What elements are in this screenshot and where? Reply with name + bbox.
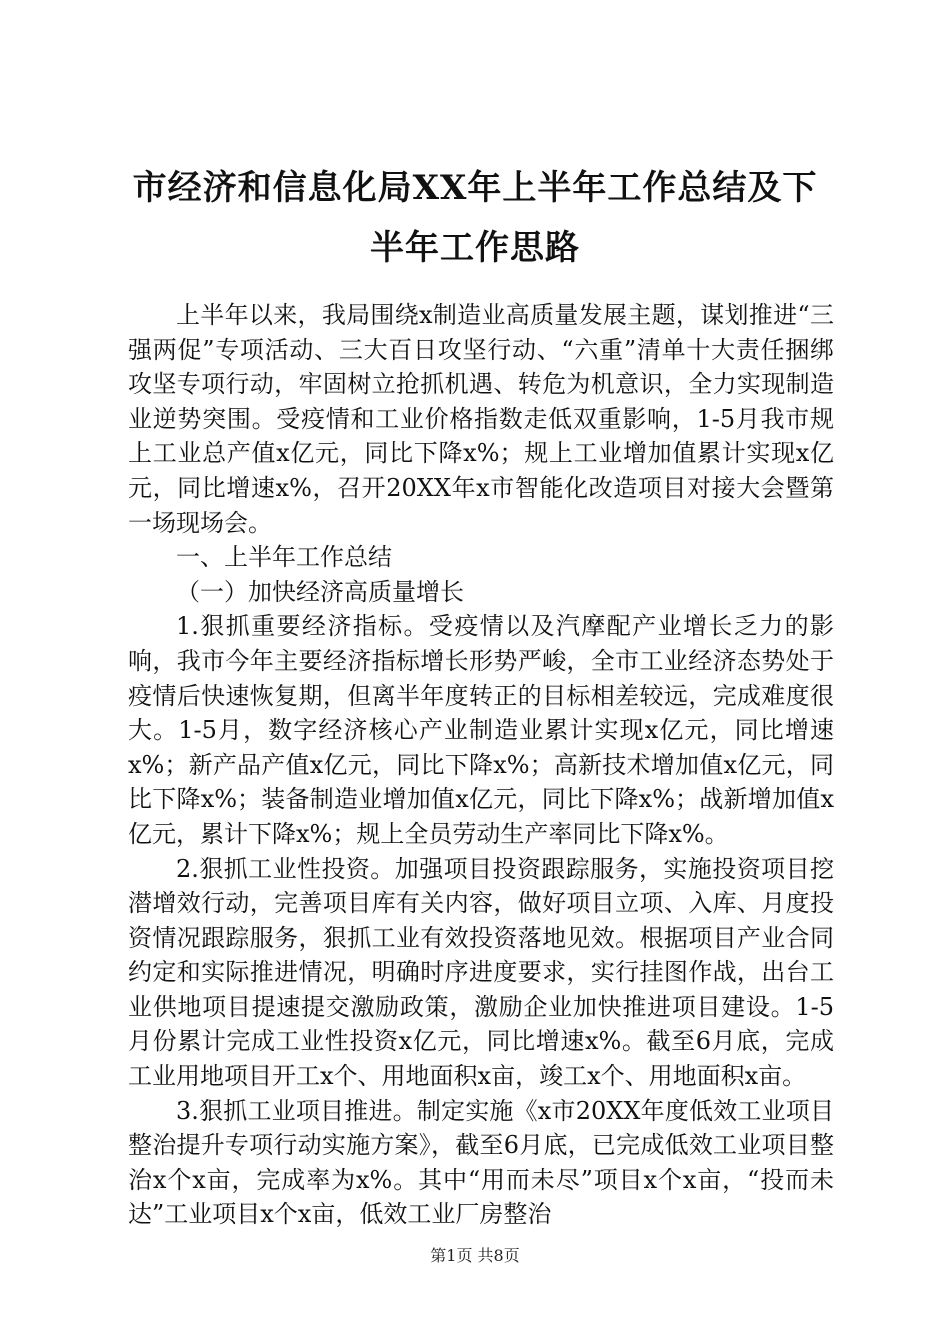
item-paragraph-1: 1.狠抓重要经济指标。受疫情以及汽摩配产业增长乏力的影响，我市今年主要经济指标增长形势严峻，全市工业经济态势处于疫情后快速恢复期，但离半年度转正的目标相差较远，完成难度很大。1-5月，数字经济核心产业制造业累计实现x亿元，同比增速x%；新产品产值x亿元，同比下降x%；高新技术增加值x亿元，同比下降x%；装备制造业增加值x亿元，同比下降x%；战新增加值x亿元，累计下降x%；规上全员劳动生产率同比下降x%。 — [128, 612, 834, 848]
item-paragraph-3: 3.狠抓工业项目推进。制定实施《x市20XX年度低效工业项目整治提升专项行动实施方案》，截至6月底，已完成低效工业项目整治x个x亩，完成率为x%。其中“用而未尽”项目x个x亩，“投而未达”工业项目x个x亩，低效工业厂房整治 — [128, 1096, 834, 1229]
document-body — [128, 298, 834, 1232]
page-footer: 第1页 共8页 — [430, 1246, 520, 1265]
intro-paragraph: 上半年以来，我局围绕x制造业高质量发展主题，谋划推进“三强两促”专项活动、三大百日攻坚行动、“六重”清单十大责任捆绑攻坚专项行动，牢固树立抢抓机遇、转危为机意识，全力实现制造业逆势突围。受疫情和工业价格指数走低双重影响，1-5月我市规上工业总产值x亿元，同比下降x%；规上工业增加值累计实现x亿元，同比增速x%，召开20XX年x市智能化改造项目对接大会暨第一场现场会。 — [128, 301, 834, 537]
subsection-heading-1: （一）加快经济高质量增长 — [176, 577, 464, 606]
section-heading-1: 一、上半年工作总结 — [176, 543, 392, 572]
document-title — [100, 158, 850, 278]
title-line-2: 半年工作思路 — [370, 228, 580, 268]
title-line-1: 市经济和信息化局XX年上半年工作总结及下 — [132, 168, 818, 208]
item-paragraph-2: 2.狠抓工业性投资。加强项目投资跟踪服务，实施投资项目挖潜增效行动，完善项目库有关内容，做好项目立项、入库、月度投资情况跟踪服务，狠抓工业有效投资落地见效。根据项目产业合同约定和实际推进情况，明确时序进度要求，实行挂图作战，出台工业供地项目提速提交激励政策，激励企业加快推进项目建设。1-5月份累计完成工业性投资x亿元，同比增速x%。截至6月底，完成工业用地项目开工x个、用地面积x亩，竣工x个、用地面积x亩。 — [128, 854, 834, 1091]
